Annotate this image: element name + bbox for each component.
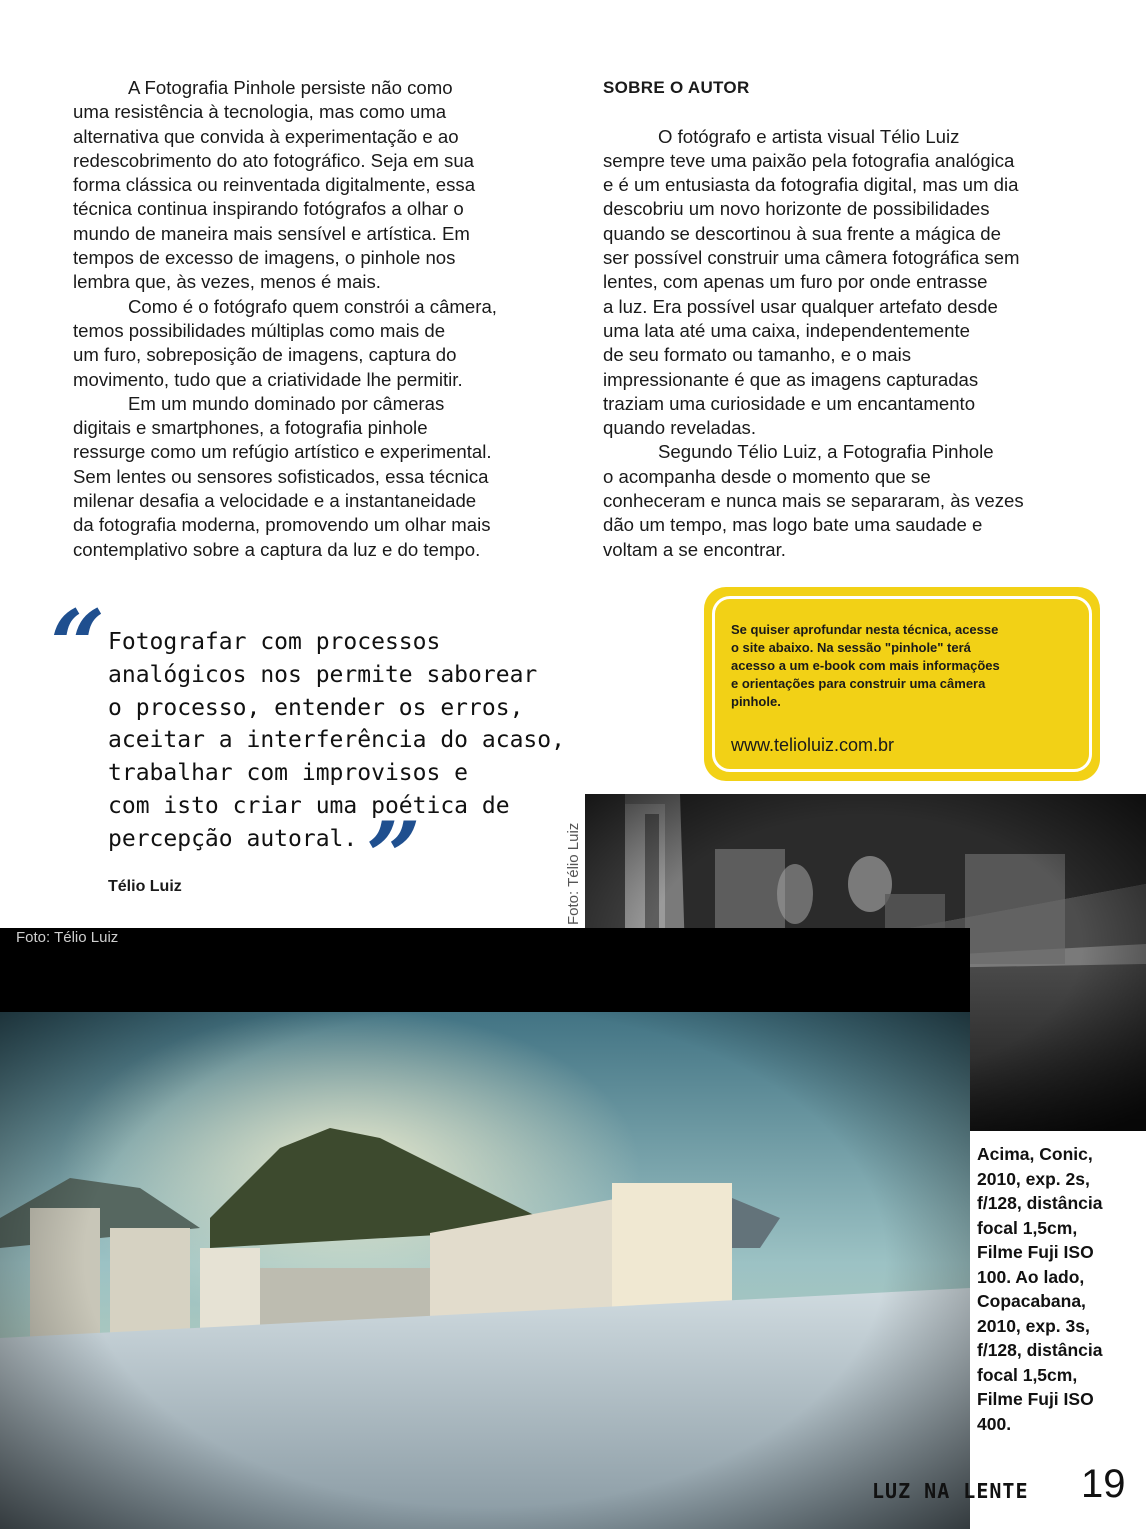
caption-line: f/128, distância bbox=[977, 1193, 1103, 1213]
caption-line: focal 1,5cm, bbox=[977, 1364, 1078, 1385]
paragraph-line: ressurge como um refúgio artístico e experimental. bbox=[73, 441, 492, 463]
caption-line: f/128, distância bbox=[977, 1340, 1103, 1360]
paragraph-line: lembra que, às vezes, menos é mais. bbox=[73, 271, 381, 293]
paragraph-line: o acompanha desde o momento que se bbox=[603, 465, 931, 487]
paragraph-line: movimento, tudo que a criatividade lhe permitir. bbox=[73, 368, 463, 390]
article-left-column bbox=[73, 76, 563, 562]
section-heading: SOBRE O AUTOR bbox=[603, 78, 750, 97]
paragraph-line: O fotógrafo e artista visual Télio Luiz bbox=[658, 125, 960, 147]
paragraph-line: dão um tempo, mas logo bate uma saudade e bbox=[603, 514, 983, 536]
paragraph-line: Em um mundo dominado por câmeras bbox=[128, 392, 445, 414]
caption-line: Filme Fuji ISO bbox=[977, 1242, 1094, 1262]
open-quote-icon: “ bbox=[50, 589, 106, 702]
paragraph-line: e é um entusiasta da fotografia digital, mas um dia bbox=[603, 174, 1019, 196]
close-quote-icon: ” bbox=[366, 801, 422, 914]
caption-line: Filme Fuji ISO bbox=[977, 1389, 1094, 1409]
caption-line: 2010, exp. 2s, bbox=[977, 1168, 1090, 1189]
paragraph-line: lentes, com apenas um furo por onde entrasse bbox=[603, 271, 988, 293]
paragraph-line: a luz. Era possível usar qualquer artefato desde bbox=[603, 295, 998, 317]
article-right-column bbox=[603, 76, 1083, 562]
quote-line: trabalhar com improvisos e bbox=[108, 760, 469, 787]
paragraph-line: de seu formato ou tamanho, e o mais bbox=[603, 344, 912, 366]
caption-line: Copacabana, bbox=[977, 1291, 1086, 1311]
quote-line: percepção autoral. bbox=[108, 825, 358, 852]
paragraph-line: conheceram e nunca mais se separaram, às vezes bbox=[603, 490, 1024, 512]
paragraph-line: Segundo Télio Luiz, a Fotografia Pinhole bbox=[658, 441, 994, 463]
city-photo-image bbox=[0, 928, 970, 1529]
paragraph-line: Como é o fotógrafo quem constrói a câmera, bbox=[128, 295, 497, 317]
paragraph-line: uma resistência à tecnologia, mas como uma bbox=[73, 101, 447, 123]
quote-line: aceitar a interferência do acaso, bbox=[108, 727, 565, 754]
caption-line: 2010, exp. 3s, bbox=[977, 1315, 1090, 1336]
paragraph-line: Sem lentes ou sensores sofisticados, essa técnica bbox=[73, 465, 489, 487]
paragraph-line: sempre teve uma paixão pela fotografia analógica bbox=[603, 149, 1015, 171]
paragraph-line: A Fotografia Pinhole persiste não como bbox=[128, 77, 453, 98]
quote-line: Fotografar com processos bbox=[108, 629, 441, 655]
paragraph-line: temos possibilidades múltiplas como mais de bbox=[73, 319, 446, 341]
paragraph-line: contemplativo sobre a captura da luz e do tempo. bbox=[73, 538, 481, 560]
photo-credit-text: Foto: Télio Luiz bbox=[565, 822, 582, 925]
paragraph-line: ser possível construir uma câmera fotográfica sem bbox=[603, 247, 1020, 269]
caption-line: Acima, Conic, bbox=[977, 1144, 1093, 1164]
callout-line: acesso a um e-book com mais informações bbox=[731, 658, 1000, 673]
callout-line: e orientações para construir uma câmera bbox=[731, 676, 986, 691]
quote-line: analógicos nos permite saborear bbox=[108, 661, 538, 688]
caption-line: 100. Ao lado, bbox=[977, 1266, 1085, 1287]
paragraph-line: traziam uma curiosidade e um encantamento bbox=[603, 392, 976, 414]
paragraph-line: descobriu um novo horizonte de possibilidades bbox=[603, 198, 990, 220]
paragraph-line: mundo de maneira mais sensível e artística. Em bbox=[73, 222, 470, 244]
quote-line: o processo, entender os erros, bbox=[108, 694, 524, 721]
caption-line: focal 1,5cm, bbox=[977, 1217, 1078, 1238]
paragraph-line: técnica continua inspirando fotógrafos a olhar o bbox=[73, 198, 464, 220]
callout-line: pinhole. bbox=[731, 694, 781, 709]
callout-text bbox=[731, 621, 1000, 711]
caption-line: 400. bbox=[977, 1413, 1012, 1434]
page-number: 19 bbox=[1081, 1462, 1126, 1506]
paragraph-line: da fotografia moderna, promovendo um olhar mais bbox=[73, 514, 491, 536]
magazine-title: LUZ NA LENTE bbox=[872, 1479, 1029, 1503]
paragraph-line: quando reveladas. bbox=[603, 417, 756, 439]
quote-line: com isto criar uma poética de bbox=[108, 792, 510, 819]
city-photo bbox=[0, 928, 970, 1529]
photo-credit-street bbox=[565, 805, 585, 925]
paragraph-line: um furo, sobreposição de imagens, captura do bbox=[73, 344, 457, 366]
paragraph-line: milenar desafia a velocidade e a instantaneidade bbox=[73, 490, 477, 512]
paragraph-line: quando se descortinou à sua frente a mágica de bbox=[603, 222, 1001, 244]
photo-caption bbox=[977, 1142, 1102, 1436]
callout-line: Se quiser aprofundar nesta técnica, acesse bbox=[731, 622, 999, 637]
paragraph-line: forma clássica ou reinventada digitalmente, essa bbox=[73, 174, 476, 196]
paragraph-line: redescobrimento do ato fotográfico. Seja em sua bbox=[73, 149, 475, 171]
pull-quote bbox=[108, 626, 565, 856]
paragraph-line: uma lata até uma caixa, independentemente bbox=[603, 319, 970, 341]
quote-author: Télio Luiz bbox=[108, 878, 182, 895]
paragraph-line: digitais e smartphones, a fotografia pinhole bbox=[73, 417, 428, 439]
paragraph-line: alternativa que convida à experimentação e ao bbox=[73, 125, 459, 147]
paragraph-line: impressionante é que as imagens capturadas bbox=[603, 368, 979, 390]
website-link[interactable]: www.telioluiz.com.br bbox=[731, 735, 895, 755]
photo-credit-city: Foto: Télio Luiz bbox=[16, 929, 119, 946]
paragraph-line: tempos de excesso de imagens, o pinhole nos bbox=[73, 247, 456, 269]
callout-line: o site abaixo. Na sessão "pinhole" terá bbox=[731, 640, 971, 655]
paragraph-line: voltam a se encontrar. bbox=[603, 538, 786, 560]
